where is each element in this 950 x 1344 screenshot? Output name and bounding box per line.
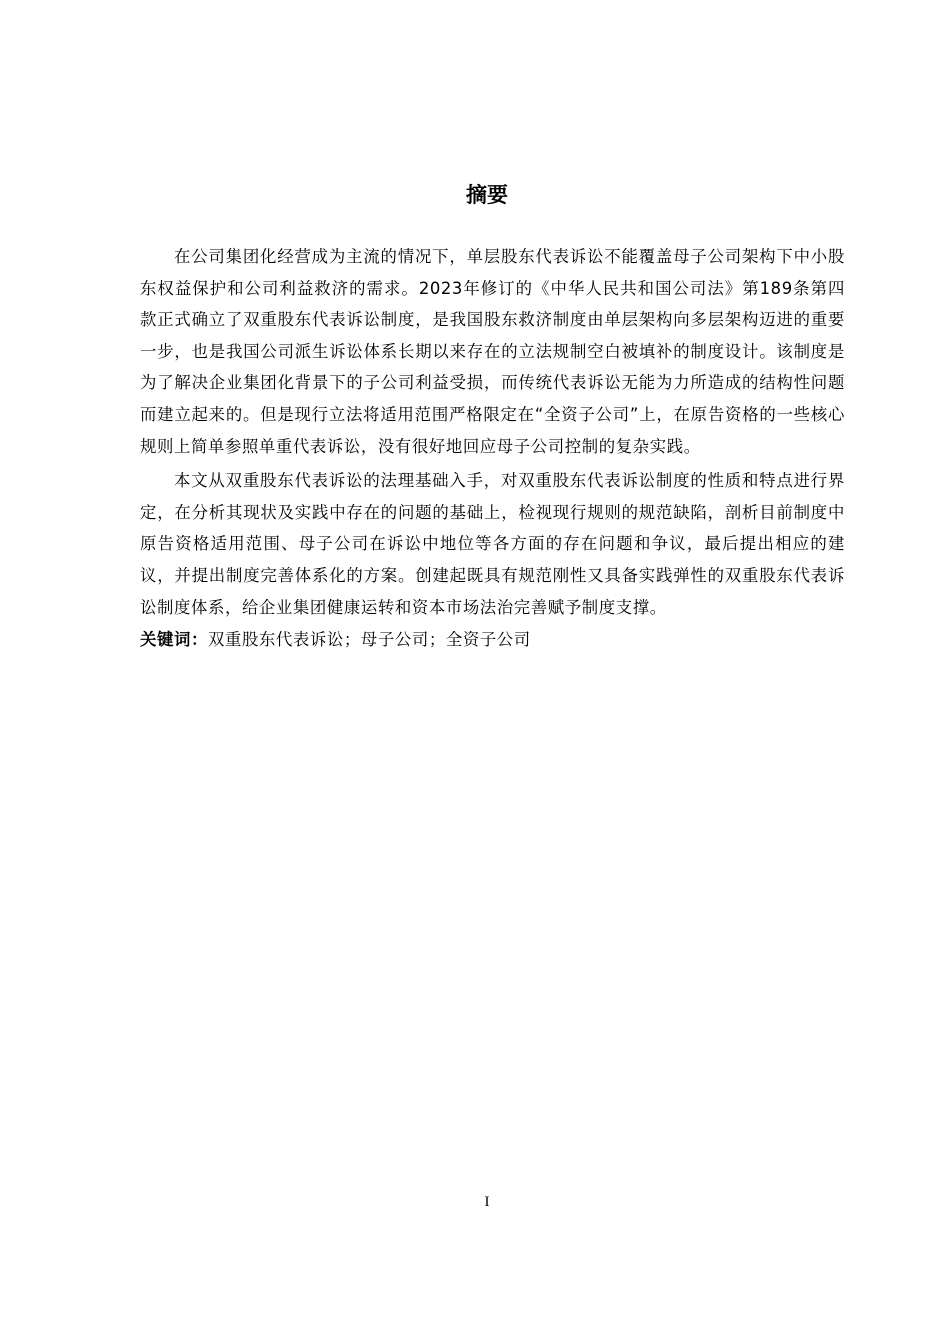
keywords-text: 双重股东代表诉讼；母子公司；全资子公司 bbox=[207, 630, 531, 650]
abstract-paragraph-2: 本文从双重股东代表诉讼的法理基础入手，对双重股东代表诉讼制度的性质和特点进行界定，在分析其现状及实践中存在的问题的基础上，检视现行规则的规范缺陷，剖析目前制度中原告资格适用范围、母子公司在诉讼中地位等各方面的存在问题和争议，最后提出相应的建议，并提出制度完善体系化的方案。创建起既具有规范刚性又具备实践弹性的双重股东代表诉讼制度体系，给企业集团健康运转和资本市场法治完善赋予制度支撑。 bbox=[140, 471, 845, 617]
keywords-line bbox=[140, 624, 845, 656]
abstract-paragraph-1: 在公司集团化经营成为主流的情况下，单层股东代表诉讼不能覆盖母子公司架构下中小股东权益保护和公司利益救济的需求。2023年修订的《中华人民共和国公司法》第189条第四款正式确立了双重股东代表诉讼制度，是我国股东救济制度由单层架构向多层架构迈进的重要一步，也是我国公司派生诉讼体系长期以来存在的立法规制空白被填补的制度设计。该制度是为了解决企业集团化背景下的子公司利益受损，而传统代表诉讼无能为力所造成的结构性问题而建立起来的。但是现行立法将适用范围严格限定在“全资子公司”上，在原告资格的一些核心规则上简单参照单重代表诉讼，没有很好地回应母子公司控制的复杂实践。 bbox=[140, 247, 845, 456]
abstract-title: 摘要 bbox=[466, 183, 508, 207]
keywords-label: 关键词： bbox=[140, 630, 208, 650]
abstract-body bbox=[140, 241, 845, 656]
page-number: I bbox=[484, 1194, 490, 1210]
